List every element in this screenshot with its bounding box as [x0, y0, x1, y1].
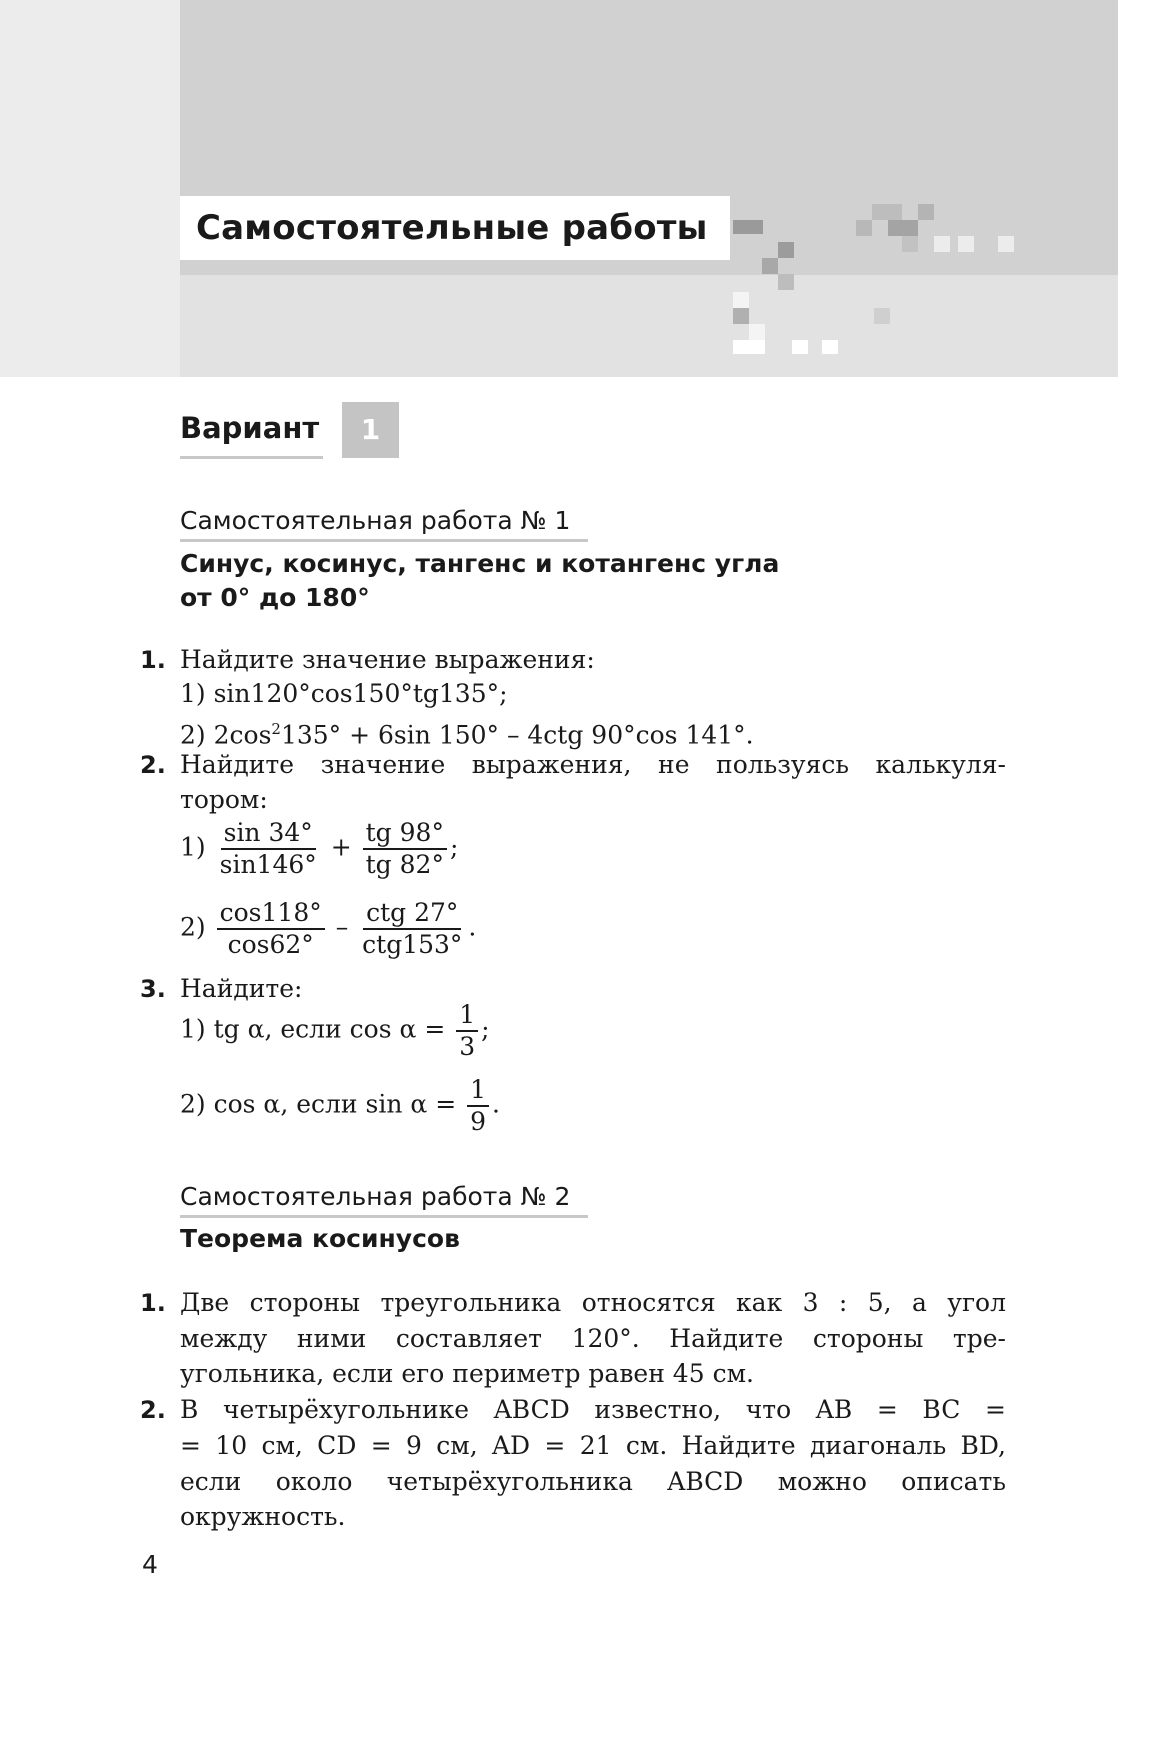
task-item-fraction: 2) cos α, если sin α = $\frac{1}{9}$ . [180, 1075, 500, 1136]
variant-number-badge: 1 [342, 402, 399, 458]
task-number: 2. [140, 751, 166, 779]
task-item-fraction: 1) tg α, если cos α = $\frac{1}{3}$ ; [180, 1000, 490, 1061]
task-number: 2. [140, 1396, 166, 1424]
work1-topic-line2: от 0° до 180° [180, 583, 370, 612]
work1-heading: Самостоятельная работа № 1 [180, 506, 588, 542]
fraction: $\frac{1}{9}$ [467, 1075, 489, 1137]
fraction: $\frac{\cos 118^\circ}{\cos 62^\circ}$ [217, 898, 325, 960]
fraction: $\frac{tg 98^\circ}{tg 82^\circ}$ [363, 818, 447, 880]
task-number: 1. [140, 1289, 166, 1317]
variant-label: Вариант [180, 400, 323, 459]
task-number: 1. [140, 646, 166, 674]
task-item-fraction: 1) $\frac{\sin 34^\circ}{\sin 146^\circ}$ + $\frac{tg 98^\circ}{tg 82^\circ}$ ; [180, 818, 459, 879]
task-item: 1) sin120°cos150°tg135°; [180, 679, 508, 708]
task-number: 3. [140, 975, 166, 1003]
task-text: Найдите значение выражения: [180, 645, 595, 674]
task-text: = 10 см, CD = 9 см, AD = 21 см. Найдите диагональ BD, [180, 1431, 1006, 1460]
task-text: между ними составляет 120°. Найдите стороны тре- [180, 1324, 1006, 1353]
task-text: угольника, если его периметр равен 45 см. [180, 1359, 754, 1388]
banner-left-panel [0, 0, 180, 377]
task-item-fraction: 2) $\frac{\cos 118^\circ}{\cos 62^\circ}$ – $\frac{\text{ctg 27°}}{\text{ctg153°}}$ . [180, 898, 477, 959]
task-text: тором: [180, 785, 268, 814]
fraction: $\frac{\sin 34^\circ}{\sin 146^\circ}$ [219, 818, 317, 879]
task-text: В четырёхугольнике ABCD известно, что AB = BC = [180, 1395, 1006, 1424]
work2-heading: Самостоятельная работа № 2 [180, 1182, 588, 1218]
task-text: Найдите: [180, 974, 303, 1003]
fraction: $\frac{1}{3}$ [456, 1000, 478, 1062]
section-title: Самостоятельные работы [180, 196, 730, 260]
task-text: Две стороны треугольника относятся как 3 : 5, а угол [180, 1288, 1006, 1317]
work1-topic-line1: Синус, косинус, тангенс и котангенс угла [180, 549, 780, 578]
task-text: Найдите значение выражения, не пользуясь калькуля- [180, 750, 1006, 779]
page-number: 4 [142, 1550, 158, 1579]
task-text: окружность. [180, 1502, 346, 1531]
work2-topic: Теорема косинусов [180, 1224, 460, 1253]
fraction: $\frac{\text{ctg 27°}}{\text{ctg153°}}$ [362, 898, 463, 959]
banner-low-panel [180, 275, 1118, 377]
task-item: 2) $2\cos^2135^\circ + 6\sin$ 150° – 4ctg 90°cos 141°. [180, 720, 754, 750]
task-text: если около четырёхугольника ABCD можно описать [180, 1467, 1006, 1496]
